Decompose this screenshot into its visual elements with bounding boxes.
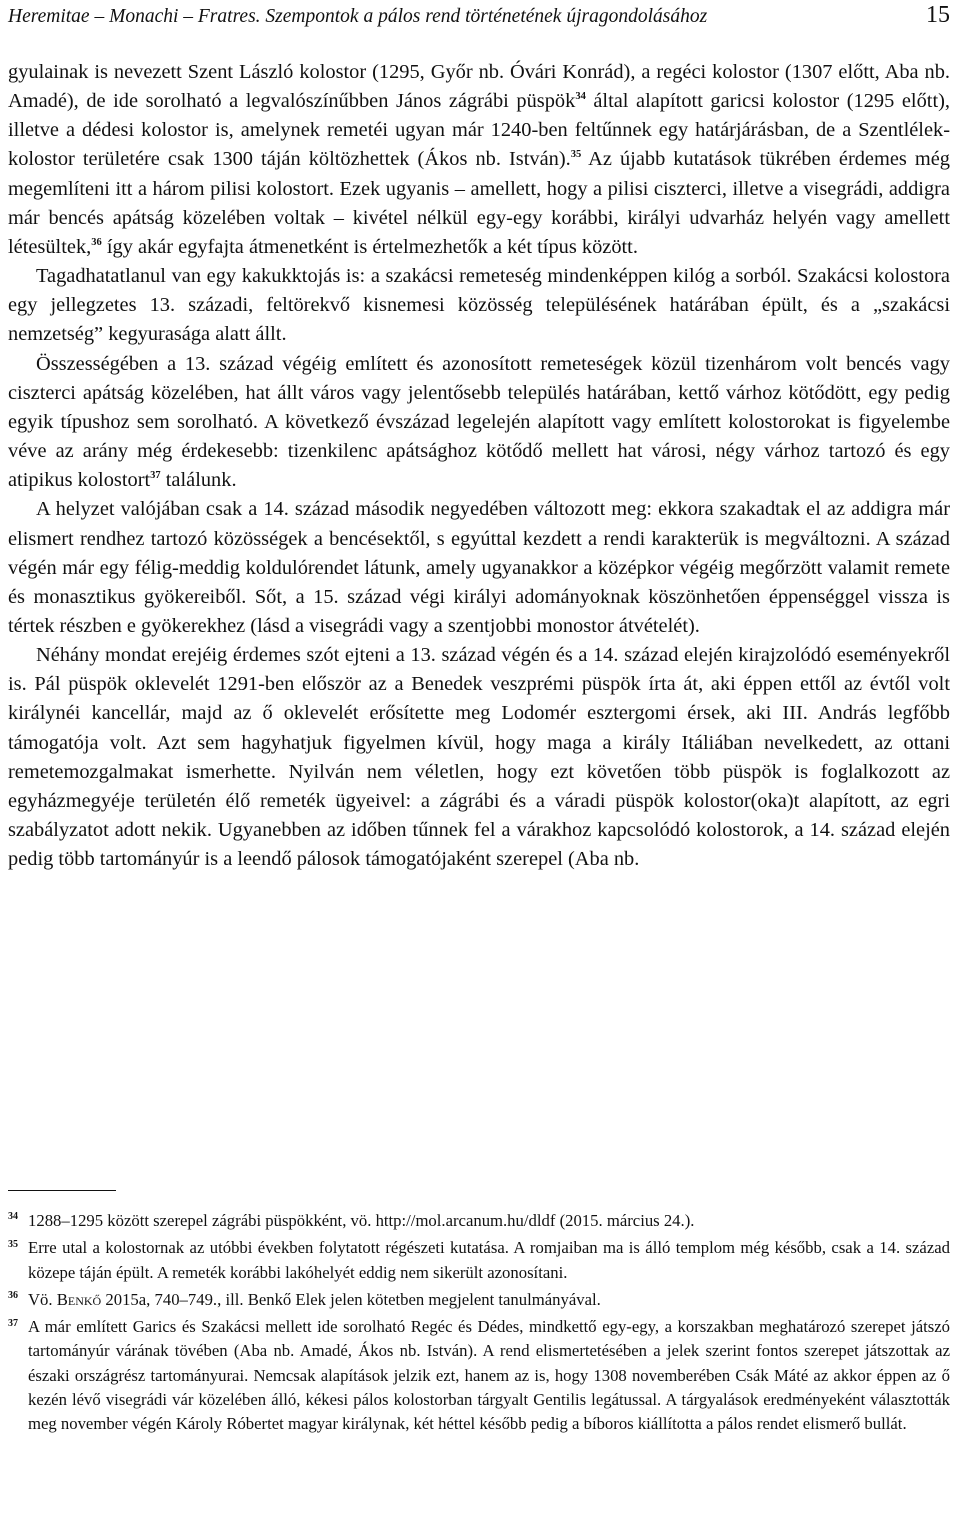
paragraph-3-text-a: Összességében a 13. század végéig említett és azonosított remeteségek közül tizenhárom volt bencés vagy ciszterci apátság közelében, hat állt város vagy jelentősebb település határában, kettő várhoz kötődött, egy pedig egyik típushoz sem sorolható. A következő évszázad legelején alapított vagy említett kolostorokat is figyelembe véve az arány még érdekesebb: tizenkilenc apátsághoz kötődő mellett hat városi, négy várhoz tartozó és egy atipikus kolostort [8, 352, 950, 492]
footnote-text: 2015a, 740–749., ill. Benkő Elek jelen kötetben megjelent tanulmányával. [101, 1289, 601, 1309]
body-text [8, 58, 950, 874]
footnote-ref-35[interactable]: 35 [570, 149, 582, 161]
footnotes [8, 1209, 950, 1440]
footnote-34: 34 1288–1295 között szerepel zágrábi püspökként, vö. http://mol.arcanum.hu/dldf (2015. március 24.). [8, 1211, 695, 1230]
paragraph-4: A helyzet valójában csak a 14. század második negyedében változott meg: ekkora szakadtak el az addigra már elismert rendhez tartozó közösségek a bencésektől, s egyúttal kezdett a rendi karakterük is megváltozni. A század végén már egy félig-meddig koldulórendet látunk, amely ugyanakkor a középkor végéig megőrzött valamit remete és monasztikus gyökereiből. Sőt, a 15. század végi királyi adományoknak köszönhetően éppenséggel vissza is tértek részben e gyökerekhez (lásd a visegrádi vagy a szentjobbi monostor átvételét). [8, 498, 950, 637]
paragraph-2: Tagadhatatlanul van egy kakukktojás is: a szakácsi remeteség mindenképpen kilóg a sorból. Szakácsi kolostora egy jellegzetes 13. századi, feltörekvő kisnemesi közösség településének határában épült, és a „szakácsi nemzetség” kegyurasága alatt állt. [8, 265, 950, 346]
footnote-37: 37 A már említett Garics és Szakácsi mellett ide sorolható Regéc és Dédes, mindkettő egy-egy, a korszakban meghatározó szerepet játszó tartományúr várának tövében (Aba nb. Amadé, Ákos nb. István). A rend elismertetésében a jelek szerint fontos szerepet játszottak az északi országrész tartományurai. Nemcsak alapítások jelzik ezt, hanem az is, hogy 1308 novemberében Csák Máté az akkor éppen az ő kezén lévő visegrádi vár közelében álló, kékesi pálos kolostorban tárgyalt Gentilis legátussal. A tárgyalások eredményeként választották meg november végén Károly Róbertet magyar királynak, két héttel később pedig a bíboros kiállította a pálos rendet elismerő bullát. [8, 1317, 950, 1434]
running-head [8, 2, 950, 32]
footnote-ref-34[interactable]: 34 [575, 91, 586, 103]
footnote-author: Benkő [56, 1289, 102, 1309]
running-title: Heremitae – Monachi – Fratres. Szempontok a pálos rend történetének újragondolásához [8, 6, 708, 27]
paragraph-3 [8, 350, 950, 496]
footnote-ref-37[interactable]: 37 [150, 470, 161, 482]
paragraph-3-text-b: találunk. [160, 469, 237, 492]
paragraph-1-text-c: Az újabb kutatások tükrében érdemes még megemlíteni itt a három pilisi kolostort. Ezek ugyanis – amellett, hogy a pilisi ciszterci, illetve a visegrádi, addigra már bencés apátság közelében voltak – kivétel nélkül egy-egy korábbi, királyi udvarház helyén vagy amellett létesültek, [8, 148, 950, 258]
page-number: 15 [926, 2, 950, 28]
paragraph-1-text-d: így akár egyfajta átmenetként is értelmezhetők a két típus között. [101, 235, 638, 258]
footnote-36: 36 Vö. Benkő 2015a, 740–749., ill. Benkő Elek jelen kötetben megjelent tanulmányával. [8, 1289, 601, 1309]
footnote-35: 35 Erre utal a kolostornak az utóbbi években folytatott régészeti kutatása. A romjaiban ma is álló templom még később, csak a 14. század közepe táján épült. A remeték korábbi lakóhelyét eddig nem sikerült azonosítani. [8, 1238, 950, 1282]
paragraph-1-text-b: által alapított garicsi kolostor (1295 előtt), illetve a dédesi kolostor is, amelynek remetéi ugyan már 1240-ben feltűnnek egy határjárásban, de a Szentlélek-kolostor területére csak 1300 táján költözhettek (Ákos nb. István). [8, 90, 951, 171]
footnote-text: Erre utal a kolostornak az utóbbi években folytatott régészeti kutatása. A romjaiban ma is álló templom még később, csak a 14. század közepe táján épült. A remeték korábbi lakóhelyét eddig nem sikerült azonosítani. [28, 1238, 950, 1282]
footnote-divider [8, 1190, 116, 1191]
paragraph-5: Néhány mondat erejéig érdemes szót ejteni a 13. század végén és a 14. század elején kirajzolódó eseményekről is. Pál püspök oklevelét 1291-ben először az a Benedek veszprémi püspök írta át, aki éppen ettől az évtől volt királynéi kancellár, majd az ő oklevelét erősítette meg Lodomér esztergomi érsek, aki III. András legfőbb támogatója volt. Azt sem hagyhatjuk figyelmen kívül, hogy maga a király Itáliában nevelkedett, az ottani remetemozgalmakat ismerhette. Nyilván nem véletlen, hogy ezt követően több püspök is foglalkozott az egyházmegyéje területén élő remeték ügyeivel: a zágrábi és a váradi püspök kolostor(oka)t alapított, az egri szabályzatot adott nekik. Ugyanebben az időben tűnnek fel a várakhoz kapcsolódó kolostorok, a 14. század elején pedig több tartományúr is a leendő pálosok támogatójaként szerepel (Aba nb. [8, 644, 950, 871]
footnote-text: A már említett Garics és Szakácsi mellett ide sorolható Regéc és Dédes, mindkettő egy-egy, a korszakban meghatározó szerepet játszó tartományúr várának tövében (Aba nb. Amadé, Ákos nb. István). A rend elismertetésében a jelek szerint fontos szerepet játszottak az északi országrész tartományurai. Nemcsak alapítások jelzik ezt, hanem az is, hogy 1308 novemberében Csák Máté az akkor éppen az ő kezén lévő visegrádi vár közelében álló, kékesi pálos kolostorban tárgyalt Gentilis legátussal. A tárgyalások eredményeként választották meg november végén Károly Róbertet magyar királynak, két héttel később pedig a bíboros kiállította a pálos rendet elismerő bullát. [28, 1317, 950, 1434]
paragraph-1 [8, 58, 950, 262]
footnote-ref-36[interactable]: 36 [91, 237, 102, 249]
footnote-text: 1288–1295 között szerepel zágrábi püspökként, vö. http://mol.arcanum.hu/dldf (2015. március 24.). [28, 1211, 695, 1230]
footnote-prefix: Vö. [28, 1289, 57, 1309]
paragraph-1-text-a: gyulainak is nevezett Szent László kolostor (1295, Győr nb. Óvári Konrád), a regéci kolostor (1307 előtt, Aba nb. Amadé), de ide sorolható a legvalószínűbben János zágrábi püspök [8, 61, 950, 113]
